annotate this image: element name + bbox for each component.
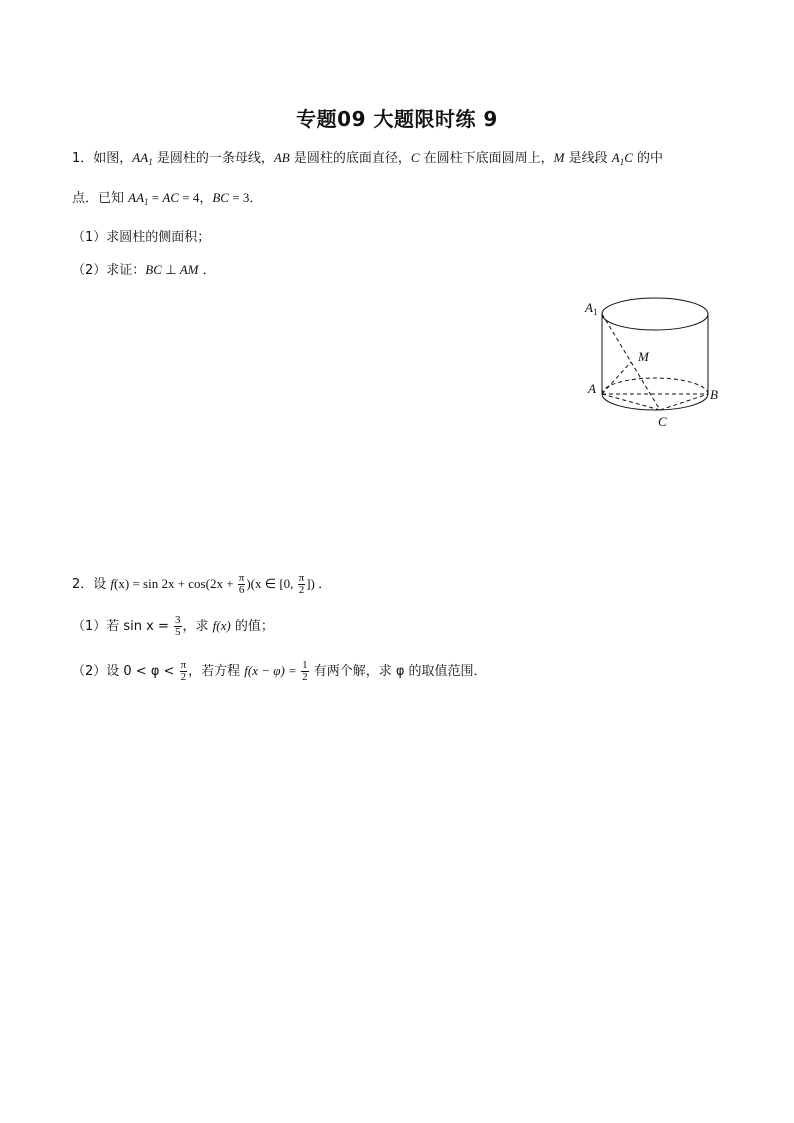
math-c: C — [624, 150, 633, 165]
math-fx: f(x) — [212, 618, 231, 633]
fraction-1-2 — [301, 660, 309, 683]
math-eq: = 3 — [228, 190, 250, 205]
math-sub: 1 — [148, 157, 153, 167]
top-ellipse — [602, 298, 708, 330]
label-b: B — [710, 387, 718, 402]
math-m: M — [553, 150, 565, 165]
q2-text: ，求 — [182, 619, 213, 634]
q1-text: 是线段 — [564, 151, 612, 166]
frac-num: π — [298, 572, 305, 584]
math-bc: BC — [145, 262, 162, 277]
q1-line-2 — [72, 190, 262, 207]
frac-den: 6 — [238, 584, 245, 596]
frac-den: 2 — [180, 671, 187, 683]
q1-text: 如图， — [93, 151, 133, 166]
q2-text: （2）设 0 < φ < — [72, 664, 179, 679]
math-aa1: AA — [132, 150, 149, 165]
math-perp: ⊥ — [161, 262, 180, 277]
math-am: AM — [179, 262, 199, 277]
math-expr: )(x ∈ [0, — [246, 576, 297, 591]
segment-am — [602, 362, 631, 394]
q1-number: 1． — [72, 151, 94, 166]
bottom-ellipse-front — [602, 394, 708, 410]
q1-text: 的中 — [632, 151, 664, 166]
frac-num: π — [238, 572, 245, 584]
math-c: C — [410, 150, 420, 165]
math-f: f — [110, 576, 115, 591]
q2-part-1 — [72, 615, 274, 638]
q1-text: （2）求证： — [72, 263, 146, 278]
q1-part-1: （1）求圆柱的侧面积； — [72, 230, 211, 245]
q2-line-1 — [72, 573, 331, 596]
q1-line-1 — [72, 150, 663, 167]
q2-text: （1）若 sin x = — [72, 619, 174, 634]
q2-text: ，若方程 — [188, 664, 245, 679]
q2-part-2 — [72, 660, 487, 683]
page-title: 专题09 大题限时练 9 — [296, 107, 498, 131]
math-sub: 1 — [144, 197, 149, 207]
segment-ac — [602, 394, 660, 410]
fraction-3-5 — [174, 615, 182, 638]
math-aa1: AA — [128, 190, 145, 205]
frac-num: π — [180, 659, 187, 671]
frac-den: 2 — [302, 671, 308, 683]
q1-text: 在圆柱下底面圆周上， — [419, 151, 554, 166]
math-expr: (x) = sin 2x + cos(2x + — [114, 576, 237, 591]
q2-text: 设 — [93, 577, 111, 592]
math-ab: AB — [273, 150, 290, 165]
math-bc: BC — [212, 190, 229, 205]
q1-text: 是圆柱的底面直径， — [289, 151, 411, 166]
q1-part-2 — [72, 262, 216, 279]
math-fx-phi: f(x − φ) = — [244, 663, 301, 678]
math-a1: A — [611, 150, 620, 165]
label-c: C — [658, 414, 667, 429]
frac-den: 5 — [175, 626, 181, 638]
q1-text: 是圆柱的一条母线， — [152, 151, 274, 166]
math-eq: = — [148, 190, 163, 205]
q2-text: 的值； — [230, 619, 274, 634]
q1-text: ． — [198, 263, 216, 278]
label-m: M — [638, 349, 649, 364]
frac-num: 3 — [175, 614, 181, 626]
label-a: A — [588, 381, 596, 396]
cylinder-figure — [578, 290, 728, 435]
q2-text: 有两个解，求 φ 的取值范围． — [309, 664, 487, 679]
math-sub: 1 — [619, 157, 625, 167]
q1-text: ， — [199, 191, 213, 206]
q2-number: 2． — [72, 577, 94, 592]
fraction-pi-2 — [298, 573, 306, 596]
fraction-pi-6 — [238, 573, 246, 596]
fraction-pi-2b — [180, 660, 188, 683]
q1-text: ． — [249, 191, 263, 206]
math-eq: = 4 — [179, 190, 200, 205]
math-expr: ]) ． — [306, 576, 332, 591]
bottom-ellipse-back — [602, 378, 708, 394]
label-a1: $A_1$ — [585, 300, 598, 317]
frac-den: 2 — [298, 584, 305, 596]
math-ac: AC — [162, 190, 179, 205]
frac-num: 1 — [302, 659, 308, 671]
q1-text: 点．已知 — [72, 191, 129, 206]
